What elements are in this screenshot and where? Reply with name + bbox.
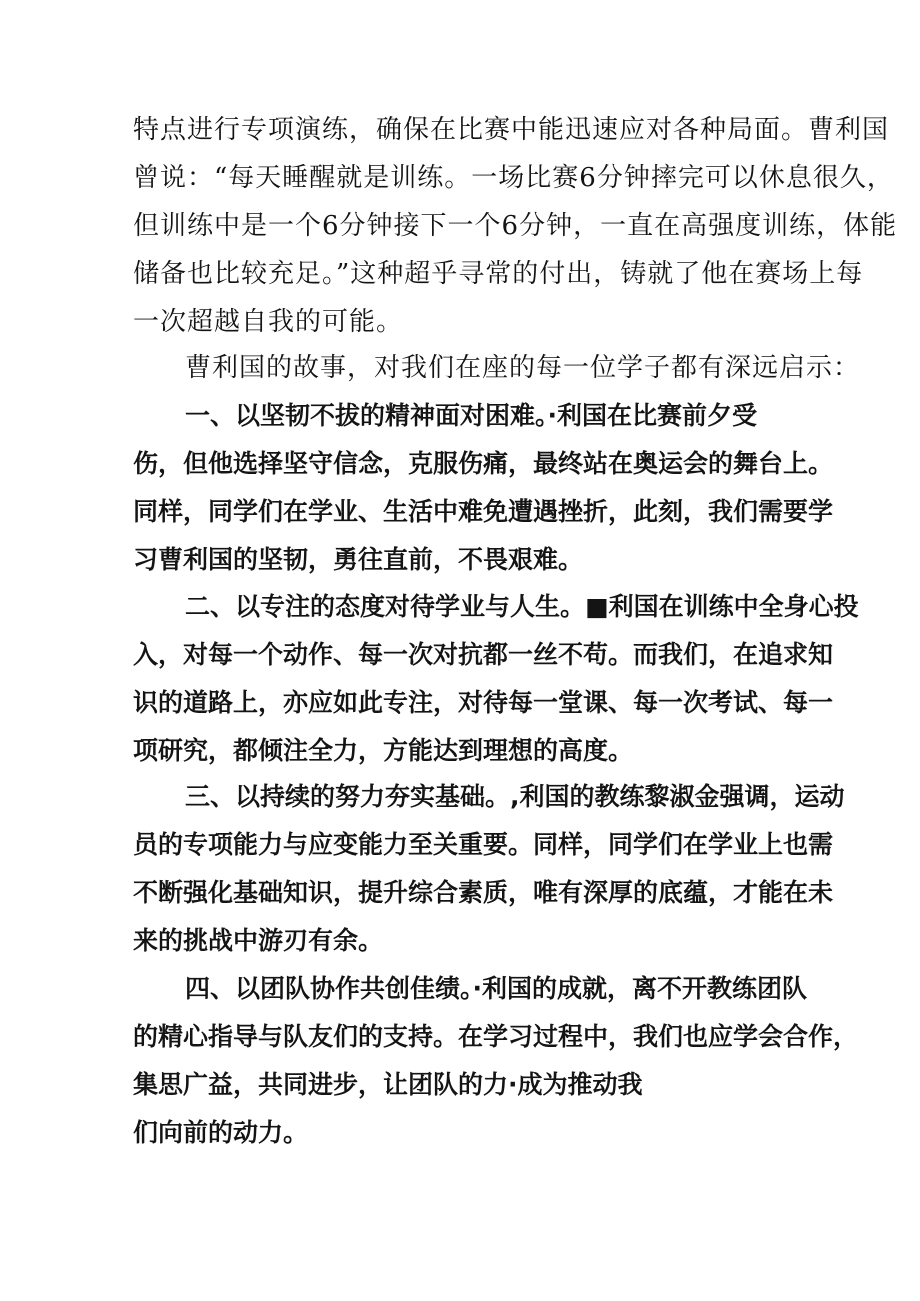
text-line: 的精心指导与队友们的支持。在学习过程中，我们也应学会合作， <box>133 1022 859 1051</box>
text-line: 不断强化基础知识，提升综合素质，唯有深厚的底蕴，才能在未 <box>133 878 834 907</box>
text-line: 二、以专注的态度对待学业与人生。■利国在训练中全身心投 <box>185 592 859 621</box>
text-line: 三、以持续的努力夯实基础。,利国的教练黎淑金强调，运动 <box>185 782 845 811</box>
text-line: 储备也比较充足。”这种超乎寻常的付出，铸就了他在赛场上每 <box>133 259 864 289</box>
text-line: 集思广益，共同进步，让团队的力·成为推动我 <box>133 1070 643 1099</box>
text-line: 入，对每一个动作、每一次对抗都一丝不苟。而我们，在追求知 <box>133 640 834 669</box>
text-line: 来的挑战中游刃有余。 <box>133 926 384 955</box>
text-line: 但训练中是一个6分钟接下一个6分钟，一直在高强度训练，体能 <box>133 211 898 241</box>
paragraph-lead <box>133 344 861 392</box>
text-line: 曹利国的故事，对我们在座的每一位学子都有深远启示： <box>185 353 861 383</box>
point-2 <box>133 583 859 775</box>
text-line: 们向前的动力。 <box>133 1118 309 1147</box>
point-1 <box>133 392 834 584</box>
text-line: 特点进行专项演练，确保在比赛中能迅速应对各种局面。曹利国 <box>133 115 890 145</box>
text-line: 识的道路上，亦应如此专注，对待每一堂课、每一次考试、每一 <box>133 688 834 717</box>
text-line: 四、以团队协作共创佳绩。·利国的成就，离不开教练团队 <box>185 974 807 1003</box>
point-3 <box>133 773 845 965</box>
text-line: 伤，但他选择坚守信念，克服伤痛，最终站在奥运会的舞台上。 <box>133 449 834 478</box>
text-line: 员的专项能力与应变能力至关重要。同样，同学们在学业上也需 <box>133 830 834 859</box>
text-line: 曾说：“每天睡醒就是训练。一场比赛6分钟摔完可以休息很久， <box>133 163 894 193</box>
point-4 <box>133 965 859 1157</box>
paragraph-intro <box>133 106 898 346</box>
text-line: 一次超越自我的可能。 <box>133 307 404 337</box>
text-line: 同样，同学们在学业、生活中难免遭遇挫折，此刻，我们需要学 <box>133 497 834 526</box>
text-line: 习曹利国的坚韧，勇往直前，不畏艰难。 <box>133 545 584 574</box>
text-line: 项研究，都倾注全力，方能达到理想的高度。 <box>133 736 634 765</box>
text-line: 一、以坚韧不拔的精神面对困难。·利国在比赛前夕受 <box>185 401 757 430</box>
